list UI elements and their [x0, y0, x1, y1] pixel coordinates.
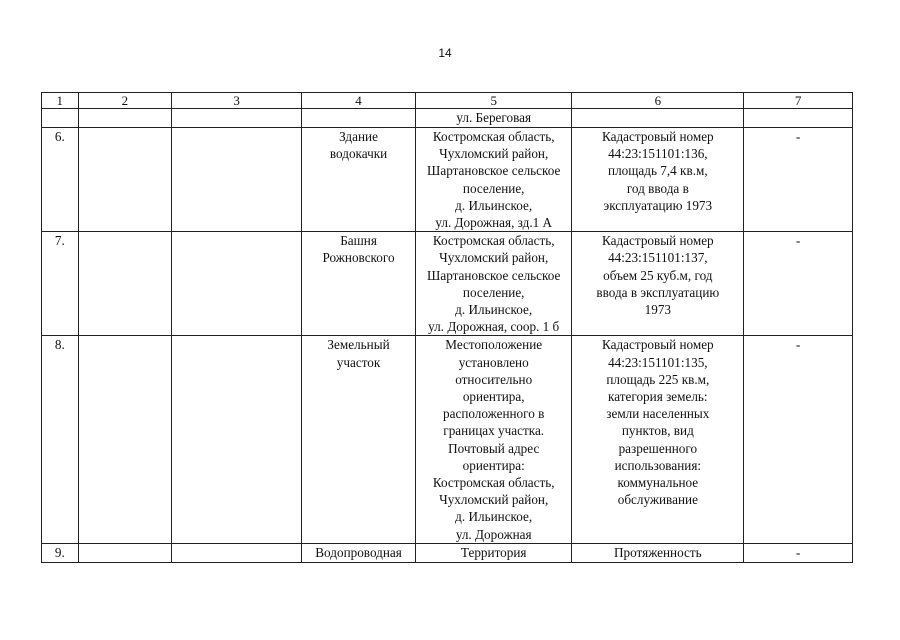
text-line: Чухломский район, [439, 250, 549, 266]
table-row [42, 232, 853, 336]
text-line: Рожновского [322, 250, 395, 266]
text-line: относительно [455, 371, 533, 387]
address-cell [415, 336, 572, 544]
text-line: коммунальное [617, 475, 699, 491]
table-row [42, 336, 853, 544]
text-line: Чухломский район, [439, 146, 549, 162]
object-name-cell [302, 128, 416, 232]
text-line: границах участка. [443, 423, 545, 439]
row-number: 6. [42, 128, 79, 232]
text-line: Кадастровый номер [602, 233, 714, 249]
cell-col7: - [744, 336, 853, 544]
text-line: Шартановское сельское [427, 163, 561, 179]
text-line: год ввода в [626, 180, 689, 196]
row-number: 8. [42, 336, 79, 544]
column-header-1: 1 [42, 93, 79, 109]
text-line: ул. Береговая [456, 110, 532, 125]
cell-col6 [572, 109, 744, 128]
text-line: пунктов, вид [621, 423, 694, 439]
text-line: участок [336, 354, 381, 370]
text-line: использования: [614, 457, 702, 473]
cell-col2 [78, 336, 171, 544]
text-line: Здание [339, 129, 378, 144]
characteristics-cell [572, 336, 744, 544]
text-line: водокачки [329, 146, 388, 162]
text-line: объем 25 куб.м, год [603, 267, 713, 283]
text-line: установлено [458, 354, 529, 370]
text-line: Кадастровый номер [602, 129, 714, 144]
address-cell [415, 544, 572, 562]
text-line: Почтовый адрес [448, 440, 540, 456]
text-line: 44:23:151101:136, [608, 146, 708, 162]
text-line: расположенного в [443, 406, 545, 422]
text-line: ул. Дорожная, соор. 1 б [428, 319, 560, 335]
cell-col2 [78, 109, 171, 128]
text-line: Костромская область, [432, 233, 555, 249]
cell-col4 [302, 109, 416, 128]
continuation-row [42, 109, 853, 128]
object-name-cell [302, 232, 416, 336]
text-line: ориентира, [462, 389, 525, 405]
cell-col2 [78, 232, 171, 336]
page-number: 14 [438, 46, 452, 60]
address-cell [415, 128, 572, 232]
text-line: площадь 7,4 кв.м, [608, 163, 708, 179]
cell-col2 [78, 128, 171, 232]
text-line: Территория [460, 545, 527, 561]
cell-col3 [172, 544, 302, 562]
cell-col2 [78, 544, 171, 562]
text-line: Костромская область, [432, 129, 555, 144]
text-line: обслуживание [617, 492, 698, 508]
column-header-3: 3 [172, 93, 302, 109]
text-line: земли населенных [606, 406, 710, 422]
column-number-row [42, 93, 853, 109]
text-line: Чухломский район, [439, 492, 549, 508]
cell-col7: - [744, 128, 853, 232]
text-line: эксплуатацию 1973 [603, 197, 713, 213]
column-header-2: 2 [78, 93, 171, 109]
cell-col3 [172, 232, 302, 336]
row-number: 9. [42, 544, 79, 562]
text-line: Шартановское сельское [427, 267, 561, 283]
text-line: Протяженность [614, 545, 702, 561]
text-line: ориентира: [462, 457, 525, 473]
text-line: 44:23:151101:137, [608, 250, 708, 266]
text-line: площадь 225 кв.м, [606, 371, 710, 387]
text-line: ул. Дорожная [455, 526, 532, 542]
text-line: поселение, [462, 284, 525, 300]
text-line: поселение, [462, 180, 525, 196]
cell-col7: - [744, 544, 853, 562]
column-header-4: 4 [302, 93, 416, 109]
text-line: разрешенного [618, 440, 698, 456]
column-header-6: 6 [572, 93, 744, 109]
object-name-cell [302, 544, 416, 562]
text-line: д. Ильинское, [455, 509, 533, 525]
row-number: 7. [42, 232, 79, 336]
cell-col7: - [744, 232, 853, 336]
address-cell [415, 232, 572, 336]
text-line: д. Ильинское, [455, 197, 533, 213]
column-header-7: 7 [744, 93, 853, 109]
characteristics-cell [572, 544, 744, 562]
cell-num [42, 109, 79, 128]
cell-col5 [415, 109, 572, 128]
text-line: Кадастровый номер [602, 337, 714, 353]
text-line: Костромская область, [432, 475, 555, 491]
text-line: ул. Дорожная, зд.1 А [435, 215, 553, 231]
characteristics-cell [572, 232, 744, 336]
text-line: 1973 [644, 302, 672, 318]
text-line: Водопроводная [315, 545, 402, 561]
text-line: 44:23:151101:135, [608, 354, 708, 370]
table-row [42, 544, 853, 562]
registry-table [41, 92, 853, 563]
text-line: Башня [340, 233, 377, 249]
object-name-cell [302, 336, 416, 544]
text-line: ввода в эксплуатацию [596, 284, 720, 300]
cell-col7 [744, 109, 853, 128]
text-line: д. Ильинское, [455, 302, 533, 318]
text-line: Земельный [327, 337, 390, 353]
text-line: категория земель: [608, 389, 708, 405]
cell-col3 [172, 128, 302, 232]
cell-col3 [172, 336, 302, 544]
table-row [42, 128, 853, 232]
characteristics-cell [572, 128, 744, 232]
text-line: Местоположение [445, 337, 543, 353]
column-header-5: 5 [415, 93, 572, 109]
cell-col3 [172, 109, 302, 128]
